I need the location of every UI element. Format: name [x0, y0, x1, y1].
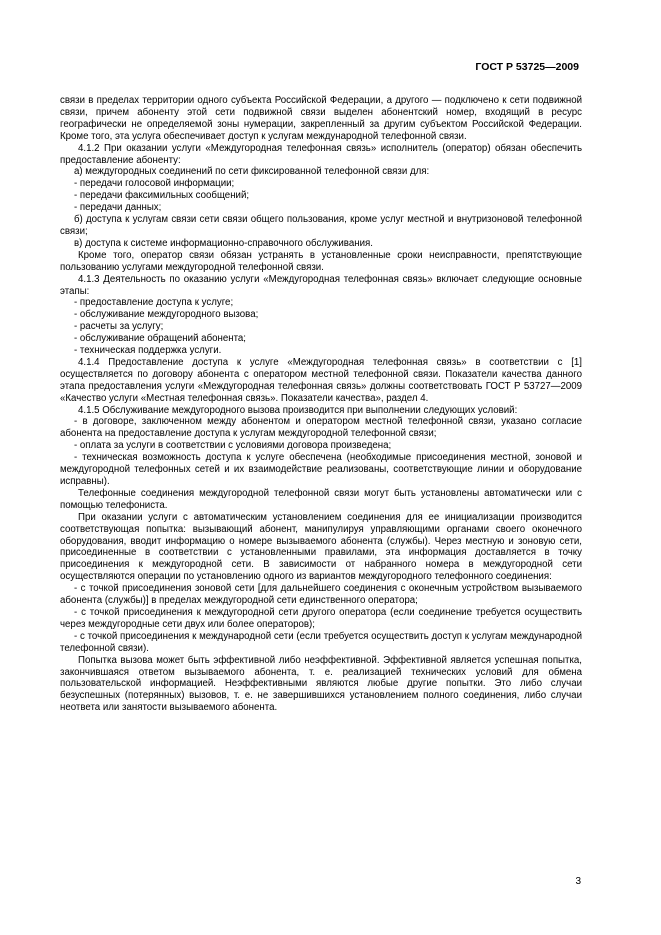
- document-standard-id: ГОСТ Р 53725—2009: [475, 61, 579, 73]
- list-item: - расчеты за услугу;: [74, 321, 164, 333]
- list-item: - техническая возможность доступа к услуге обеспечена (необходимые присоединения местной, зоновой и междугородной телефонных сетей и их взаимодействие реализованы, соответствующие линии и оборудование исправны).: [60, 452, 582, 487]
- list-item: - с точкой присоединения к международной сети (если требуется осуществить доступ к услугам международной телефонной связи).: [60, 630, 582, 654]
- page-number: 3: [575, 876, 581, 887]
- list-item: - обслуживание междугородного вызова;: [74, 309, 259, 321]
- list-item: а) междугородных соединений по сети фиксированной телефонной связи для:: [74, 166, 430, 178]
- list-item: - техническая поддержка услуги.: [74, 345, 222, 357]
- list-item: - в договоре, заключенном между абонентом и оператором местной телефонной связи, указано согласие абонента на предоставление доступа к услугам междугородной телефонной связи;: [60, 416, 582, 440]
- list-item: - с точкой присоединения к междугородной сети другого оператора (если соединение требуется осуществить через междугородные сети двух или более операторов);: [60, 606, 582, 630]
- paragraph: Телефонные соединения междугородной телефонной связи могут быть установлены автоматически или с помощью телефониста.: [60, 487, 582, 511]
- paragraph: 4.1.4 Предоставление доступа к услуге «Междугородная телефонная связь» в соответствии с [1] осуществляется по договору абонента с оператором местной телефонной связи. Показатели качества данного этапа предоставления услуги «Междугородная телефонная связь» должны соответствовать ГОСТ Р 53727—2009 «Качество услуги «Местная телефонная связь». Показатели качества», раздел 4.: [60, 356, 582, 404]
- list-item: б) доступа к услугам связи сети связи общего пользования, кроме услуг местной и внутризоновой телефонной связи;: [60, 214, 582, 237]
- list-item: - с точкой присоединения зоновой сети [для дальнейшего соединения с оконечным устройством вызываемого абонента (службы)] в пределах междугородной сети единственного оператора;: [60, 583, 582, 607]
- list-item: - оплата за услуги в соответствии с условиями договора произведена;: [74, 440, 392, 452]
- list-item: - предоставление доступа к услуге;: [74, 297, 234, 309]
- paragraph: Кроме того, оператор связи обязан устранять в установленные сроки неисправности, препятствующие пользованию услугами междугородной телефонной связи.: [60, 249, 582, 273]
- document-body: [60, 95, 582, 714]
- paragraph: 4.1.3 Деятельность по оказанию услуги «Междугородная телефонная связь» включает следующие основные этапы:: [60, 273, 582, 297]
- paragraph: При оказании услуги с автоматическим установлением соединения для ее инициализации производится соответствующая попытка: вызывающий абонент, манипулируя управляющими органами своего оконечного оборудования, вводит информацию о номере вызываемого абонента (службы). Через местную и зоновую сети, присоединенные в соответствии с установленными правилами, эта информация доставляется в точку присоединения к междугородной сети. В зависимости от набранного номера в междугородной сети осуществляются операции по установлению одного из вариантов междугородного телефонного соединения:: [60, 511, 582, 583]
- paragraph: 4.1.2 При оказании услуги «Междугородная телефонная связь» исполнитель (оператор) обязан обеспечить предоставление абоненту:: [60, 142, 582, 166]
- list-item: - обслуживание обращений абонента;: [74, 333, 246, 345]
- list-item: в) доступа к системе информационно-справочного обслуживания.: [74, 237, 373, 249]
- paragraph: 4.1.5 Обслуживание междугородного вызова производится при выполнении следующих условий:: [78, 404, 518, 416]
- list-item: - передачи факсимильных сообщений;: [74, 190, 250, 202]
- paragraph: Попытка вызова может быть эффективной либо неэффективной. Эффективной является успешная попытка, закончившаяся ответом вызываемого абонента, т. е. реализацией технических условий для обмена пользовательской информацией. Неэффективными являются любые другие попытки. Это либо случаи безуспешных (потерянных) вызовов, т. е. не завершившихся установлением полного соединения, либо случаи неответа или занятости вызываемого абонента.: [60, 654, 582, 714]
- list-item: - передачи данных;: [74, 202, 162, 214]
- list-item: - передачи голосовой информации;: [74, 178, 235, 190]
- paragraph: связи в пределах территории одного субъекта Российской Федерации, а другого — подключено к сети подвижной связи, причем абоненту этой сети подвижной связи выделен абонентский номер, входящий в ресурс географически не определяемой зоны нумерации, закрепленный за другим субъектом Российской Федерации. Кроме того, эта услуга обеспечивает доступ к услугам международной телефонной связи.: [60, 95, 582, 142]
